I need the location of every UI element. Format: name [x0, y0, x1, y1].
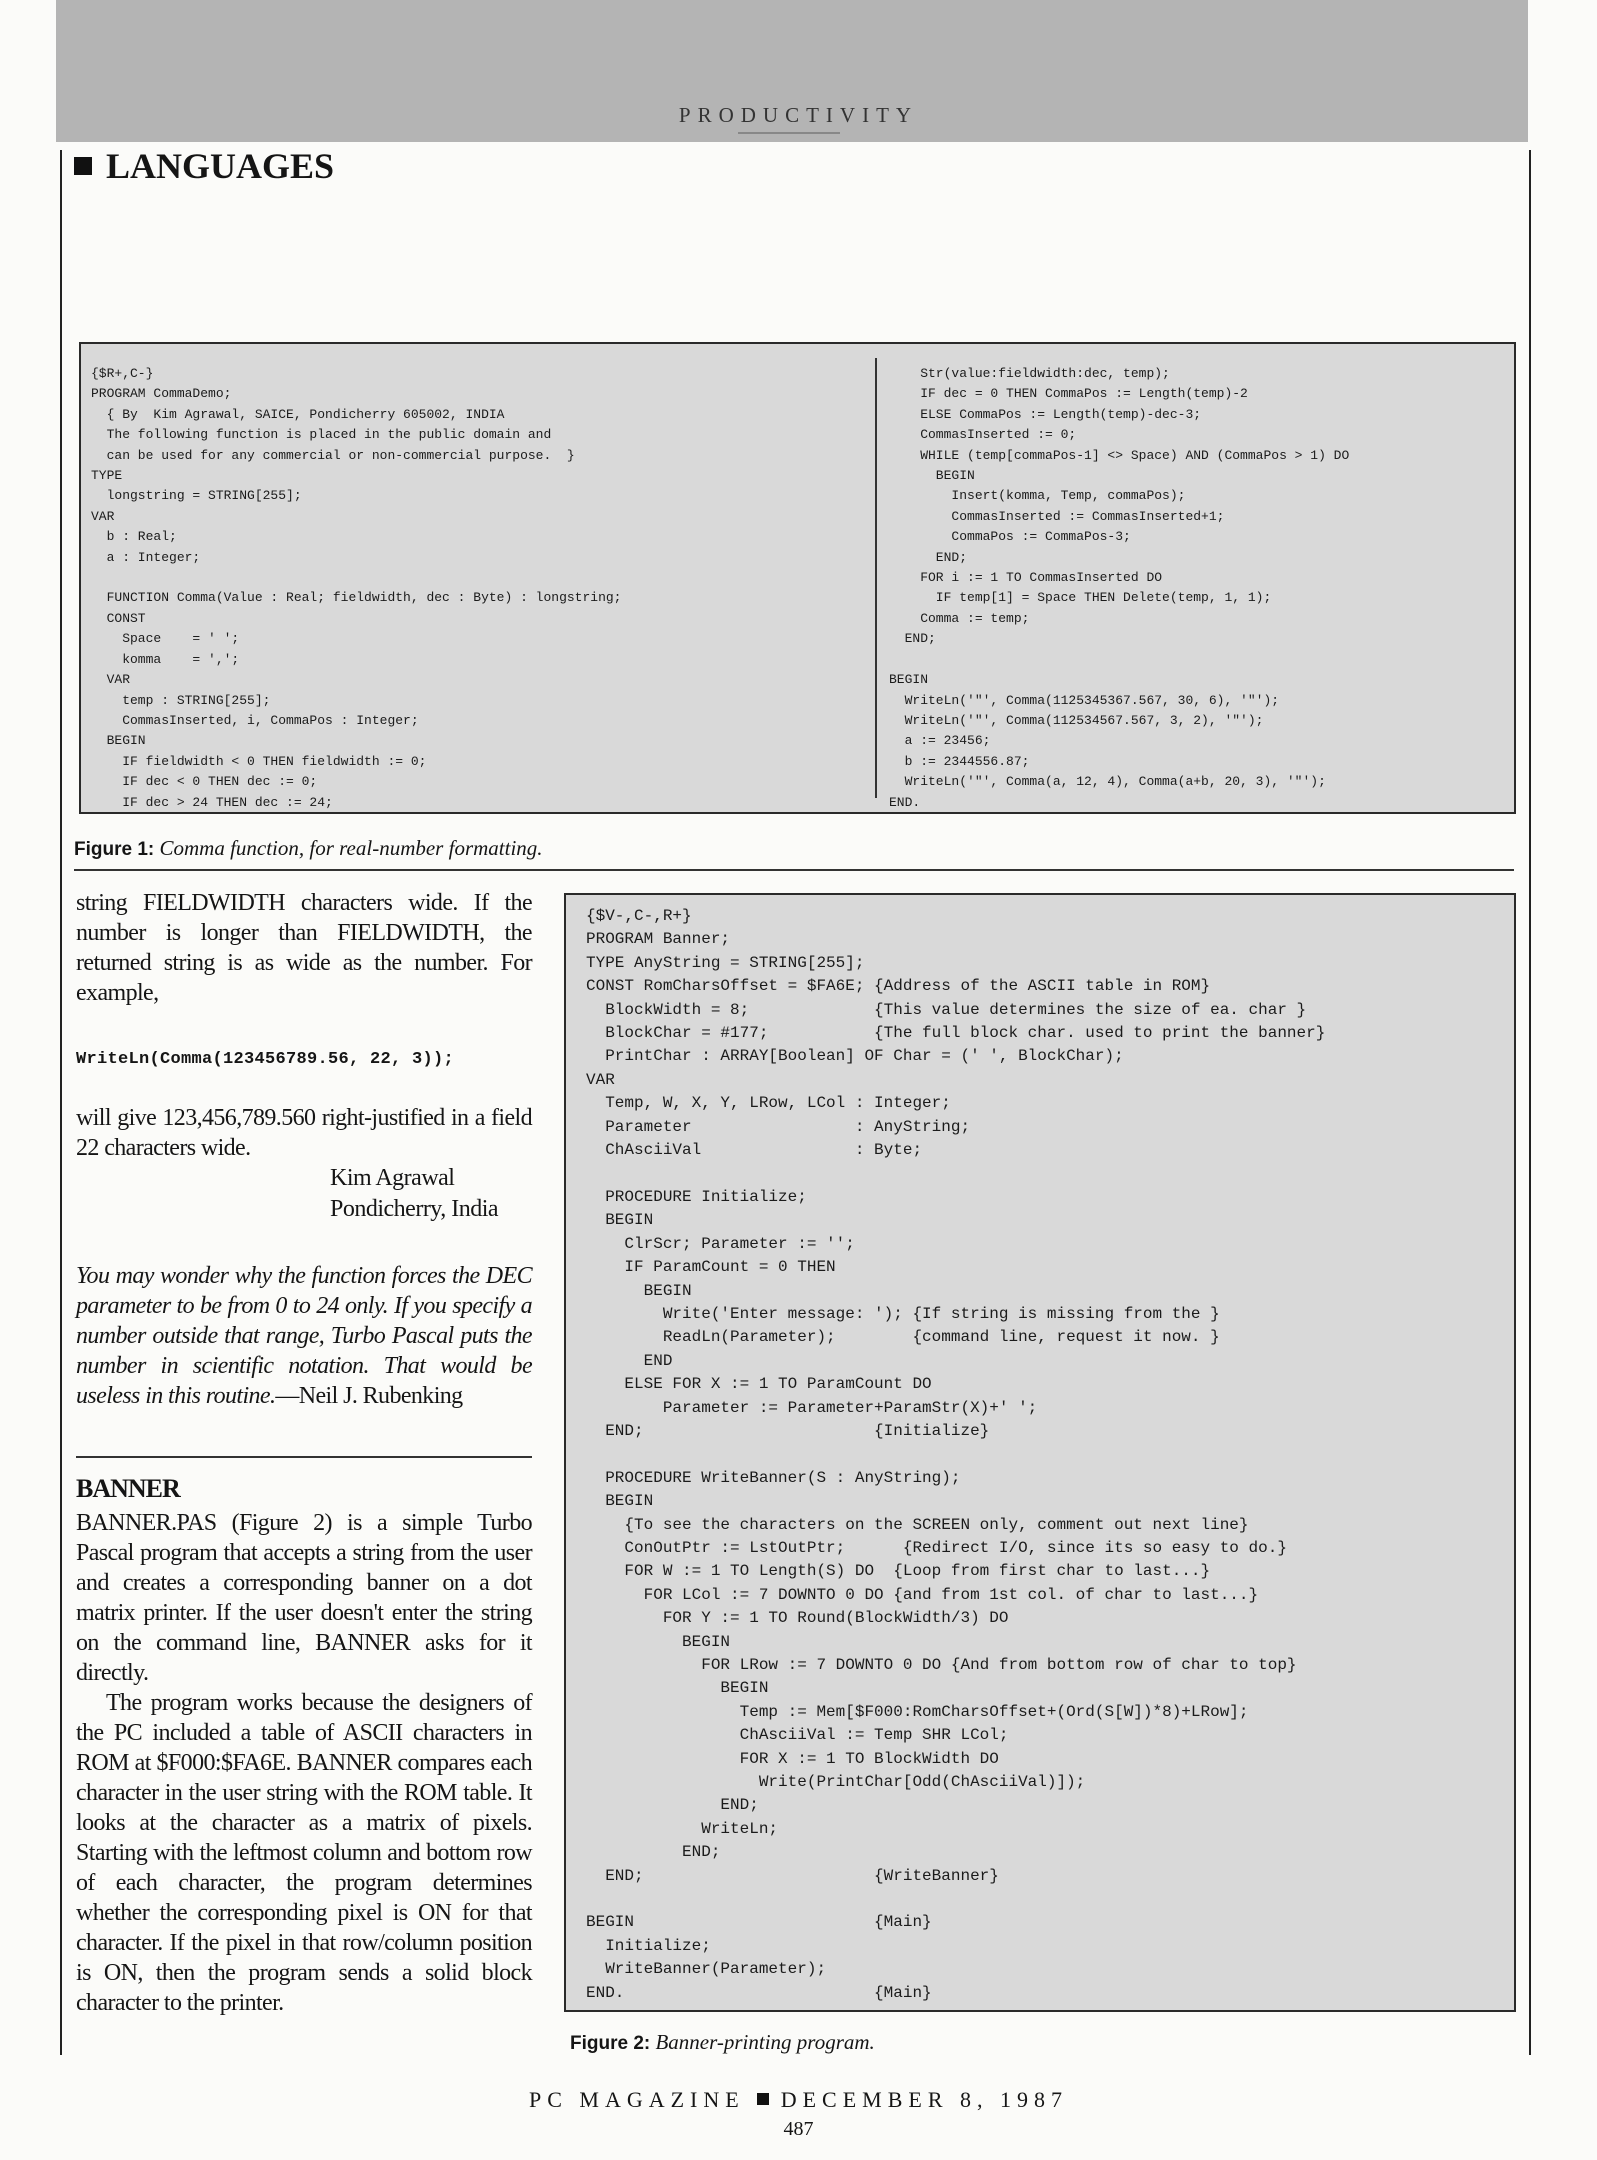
section-underline [738, 132, 840, 134]
department-title [74, 145, 334, 187]
figure1-caption [74, 836, 543, 861]
page-frame-right [1529, 150, 1531, 2055]
figure1-caption-label: Figure 1: [74, 839, 155, 860]
editor-note: You may wonder why the function forces the DEC parameter to be from 0 to 24 only. If you specify a number outside that range, Turbo Pascal puts the number in scientific notation. That would be useless in this routine. [76, 1263, 532, 1409]
page-number: 487 [783, 2118, 814, 2140]
figure2-caption-text: Banner-printing program. [655, 2030, 875, 2054]
figure1-code-left: {$R+,C-} PROGRAM CommaDemo; { By Kim Agrawal, SAICE, Pondicherry 605002, INDIA The following function is placed in the public domain and can be used for any commercial or non-commercial purpose. } TYPE longstring = STRING[255]; VAR b : Real; a : Integer; FUNCTION Comma(Value : Real; fieldwidth, dec : Byte) : longstring; CONST Space = ' '; komma = ','; VAR temp : STRING[255]; CommasInserted, i, CommaPos : Integer; BEGIN IF fieldwidth < 0 THEN fieldwidth := 0; IF dec < 0 THEN dec := 0; IF dec > 24 THEN dec := 24; [91, 366, 622, 810]
figure1-code-left-column [91, 364, 622, 813]
banner-heading: BANNER [76, 1474, 180, 1503]
banner-para-1: BANNER.PAS (Figure 2) is a simple Turbo Pascal program that accepts a string from the user and creates a corresponding banner on a dot matrix printer. If the user doesn't enter the string on the command line, BANNER asks for it directly. [76, 1510, 532, 1686]
square-bullet-icon [74, 157, 92, 175]
example-code: WriteLn(Comma(123456789.56, 22, 3)); [76, 1050, 455, 1069]
figure1-code-right: Str(value:fieldwidth:dec, temp); IF dec = 0 THEN CommaPos := Length(temp)-2 ELSE CommaPos := Length(temp)-dec-3; CommasInserted := 0; WHILE (temp[commaPos-1] <> Space) AND (CommaPos > 1) DO BEGIN Insert(komma, Temp, commaPos); CommasInserted := CommasInserted+1; CommaPos := CommaPos-3; END; FOR i := 1 TO CommasInserted DO IF temp[1] = Space THEN Delete(temp, 1, 1); Comma := temp; END; BEGIN WriteLn('"', Comma(1125345367.567, 30, 6), '"'); WriteLn('"', Comma(112534567.567, 3, 2), '"'); a := 23456; b := 2344556.87; WriteLn('"', Comma(a, 12, 4), Comma(a+b, 20, 3), '"'); END. [889, 366, 1350, 810]
figure2-caption [570, 2030, 875, 2055]
footer-square-icon [757, 2093, 769, 2105]
figure1-caption-text: Comma function, for real-number formatting. [159, 836, 543, 860]
figure1-code-box [79, 342, 1516, 814]
footer [0, 2087, 1597, 2113]
editor-name: —Neil J. Rubenking [275, 1383, 463, 1409]
editor-note-block [76, 1261, 532, 1411]
figure1-code-right-column [889, 364, 1349, 813]
figure2-caption-label: Figure 2: [570, 2033, 651, 2054]
section-label: PRODUCTIVITY [678, 103, 919, 127]
figure1-column-divider [875, 358, 877, 798]
article-para-1: string FIELDWIDTH characters wide. If the number is longer than FIELDWIDTH, the returned string is as wide as the number. For example, [76, 890, 532, 1006]
banner-text-block [76, 1508, 532, 2018]
author-name: Kim Agrawal [330, 1165, 455, 1191]
figure2-code-box [564, 893, 1516, 2012]
figure2-code: {$V-,C-,R+} PROGRAM Banner; TYPE AnyString = STRING[255]; CONST RomCharsOffset = $FA6E; {Address of the ASCII table in ROM} BlockWidth = 8; {This value determines the size of ea. char } BlockChar = #177; {The full block char. used to print the banner} PrintChar : ARRAY[Boolean] OF Char = (' ', BlockChar); VAR Temp, W, X, Y, LRow, LCol : Integer; Parameter : AnyString; ChAsciiVal : Byte; PROCEDURE Initialize; BEGIN ClrScr; Parameter := ''; IF ParamCount = 0 THEN BEGIN Write('Enter message: '); {If string is missing from the } ReadLn(Parameter); {command line, request it now. } END ELSE FOR X := 1 TO ParamCount DO Parameter := Parameter+ParamStr(X)+' '; END; {Initialize} PROCEDURE WriteBanner(S : AnyString); BEGIN {To see the characters on the SCREEN only, comment out next line} ConOutPtr := LstOutPtr; {Redirect I/O, since its so easy to do.} FOR W := 1 TO Length(S) DO {Loop from first char to last...} FOR LCol := 7 DOWNTO 0 DO {and from 1st col. of char to last...} FOR Y := 1 TO Round(BlockWidth/3) DO BEGIN FOR LRow := 7 DOWNTO 0 DO {And from bottom row of char to top} BEGIN Temp := Mem[$F000:RomCharsOffset+(Ord(S[W])*8)+LRow]; ChAsciiVal := Temp SHR LCol; FOR X := 1 TO BlockWidth DO Write(PrintChar[Odd(ChAsciiVal)]); END; WriteLn; END; END; {WriteBanner} BEGIN {Main} Initialize; WriteBanner(Parameter); END. {Main} [586, 907, 1326, 2002]
section-divider [76, 1456, 532, 1458]
author-location: Pondicherry, India [330, 1196, 499, 1222]
article-para-2-block [76, 1103, 532, 1163]
page-frame-left [60, 150, 62, 2055]
footer-date: DECEMBER 8, 1987 [780, 2087, 1069, 2112]
department-title-text: LANGUAGES [106, 146, 335, 186]
article-para-2: will give 123,456,789.560 right-justified in a field 22 characters wide. [76, 1105, 532, 1161]
banner-para-2: The program works because the designers of the PC included a table of ASCII characters in ROM at $F000:$FA6E. BANNER compares each character in the user string with the ROM table. It looks at the character as a matrix of pixels. Starting with the leftmost column and bottom row of each character, the program determines whether the corresponding pixel is ON for that character. If the pixel in that row/column position is ON, then the program sends a solid block character to the printer. [76, 1690, 532, 2016]
figure1-bottom-rule [74, 869, 1514, 871]
footer-magazine: PC MAGAZINE [528, 2087, 745, 2112]
article-para-1-block [76, 888, 532, 1008]
